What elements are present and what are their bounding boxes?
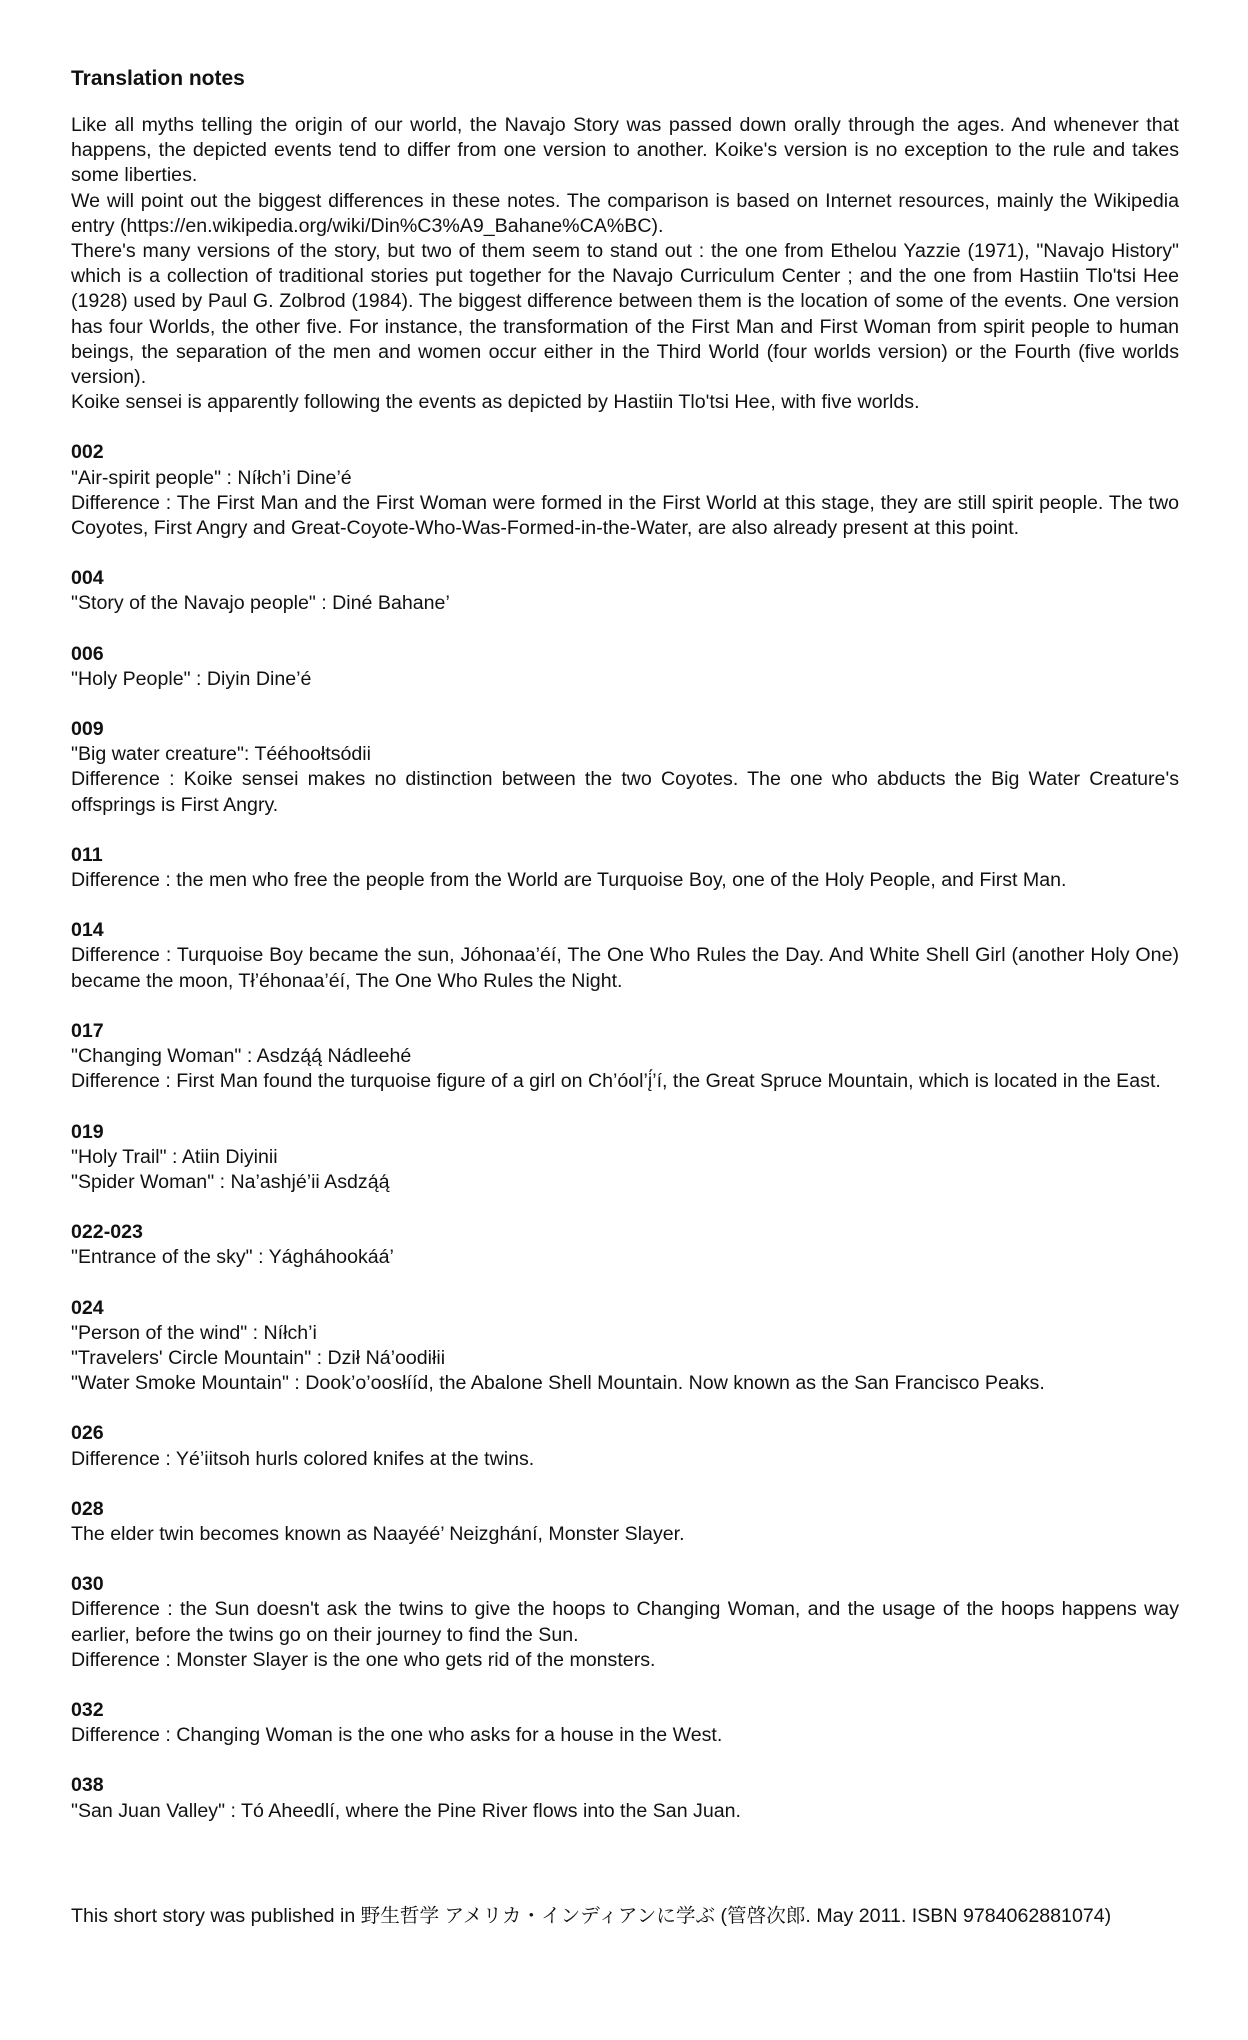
intro-paragraph: Like all myths telling the origin of our world, the Navajo Story was passed down orally through the ages. And whenever that happens, the depicted events tend to differ from one version to another. Koike's version is no exception to the rule and takes some liberties. bbox=[71, 114, 1179, 187]
note-section-022-023 bbox=[71, 1220, 1179, 1270]
page-number: 026 bbox=[71, 1422, 104, 1445]
page-number: 014 bbox=[71, 919, 104, 942]
note-line: Difference : Changing Woman is the one who asks for a house in the West. bbox=[71, 1724, 723, 1747]
note-section-038 bbox=[71, 1773, 1179, 1823]
page-number: 006 bbox=[71, 642, 104, 665]
note-line: "Entrance of the sky" : Yágháhookáá’ bbox=[71, 1246, 394, 1269]
note-line: "Person of the wind" : Níłch’i bbox=[71, 1321, 317, 1344]
note-line: "Holy Trail" : Atiin Diyinii bbox=[71, 1145, 278, 1168]
note-line: "Travelers' Circle Mountain" : Dził Ná’oodiłii bbox=[71, 1346, 446, 1369]
note-line: Difference : the Sun doesn't ask the twins to give the hoops to Changing Woman, and the usage of the hoops happens way earlier, before the twins go on their journey to find the Sun. bbox=[71, 1598, 1179, 1646]
note-line: Difference : First Man found the turquoise figure of a girl on Ch’óol’į́’í, the Great Spruce Mountain, which is located in the East. bbox=[71, 1070, 1161, 1093]
note-line: "Big water creature": Tééhoołtsódii bbox=[71, 743, 371, 766]
note-section-024 bbox=[71, 1296, 1179, 1397]
page-number: 022-023 bbox=[71, 1221, 143, 1244]
note-section-004 bbox=[71, 566, 1179, 616]
note-line: Difference : Turquoise Boy became the sun, Jóhonaa’éí, The One Who Rules the Day. And White Shell Girl (another Holy One) became the moon, Tł’éhonaa’éí, The One Who Rules the Night. bbox=[71, 944, 1179, 992]
intro-paragraph: Koike sensei is apparently following the events as depicted by Hastiin Tlo'tsi Hee, with five worlds. bbox=[71, 391, 920, 414]
note-line: Difference : Monster Slayer is the one who gets rid of the monsters. bbox=[71, 1648, 656, 1671]
page-number: 004 bbox=[71, 567, 104, 590]
intro-block bbox=[71, 113, 1179, 415]
note-section-009 bbox=[71, 717, 1179, 818]
note-section-030 bbox=[71, 1572, 1179, 1673]
note-section-014 bbox=[71, 918, 1179, 994]
note-section-028 bbox=[71, 1497, 1179, 1547]
intro-paragraph: There's many versions of the story, but two of them seem to stand out : the one from Ethelou Yazzie (1971), "Navajo History" which is a collection of traditional stories put together for the Navajo Curriculum Center ; and the one from Hastiin Tlo'tsi Hee (1928) used by Paul G. Zolbrod (1984). The biggest difference between them is the location of some of the events. One version has four Worlds, the other five. For instance, the transformation of the First Man and First Woman from spirit people to human beings, the separation of the men and women occur either in the Third World (four worlds version) or the Fourth (five worlds version). bbox=[71, 240, 1179, 389]
note-section-002 bbox=[71, 440, 1179, 541]
note-section-006 bbox=[71, 642, 1179, 692]
page-number: 009 bbox=[71, 718, 104, 741]
page-title: Translation notes bbox=[71, 67, 245, 90]
intro-paragraph: We will point out the biggest differences in these notes. The comparison is based on Internet resources, mainly the Wikipedia entry (https://en.wikipedia.org/wiki/Din%C3%A9_Bahane%CA%BC). bbox=[71, 189, 1179, 237]
page-number: 038 bbox=[71, 1774, 104, 1797]
page-number: 002 bbox=[71, 441, 104, 464]
note-section-026 bbox=[71, 1421, 1179, 1471]
page-number: 028 bbox=[71, 1497, 104, 1520]
note-line: "Spider Woman" : Na’ashjé’ii Asdzą́ą́ bbox=[71, 1170, 390, 1193]
note-line: Difference : The First Man and the First Woman were formed in the First World at this stage, they are still spirit people. The two Coyotes, First Angry and Great-Coyote-Who-Was-Formed-in-the-Water, are also already present at this point. bbox=[71, 491, 1179, 540]
note-line: Difference : Yé’iitsoh hurls colored knifes at the twins. bbox=[71, 1447, 535, 1470]
note-line: Difference : Koike sensei makes no distinction between the two Coyotes. The one who abducts the Big Water Creature's offsprings is First Angry. bbox=[71, 768, 1179, 816]
note-section-019 bbox=[71, 1120, 1179, 1196]
note-section-017 bbox=[71, 1019, 1179, 1095]
note-line: "Holy People" : Diyin Dine’é bbox=[71, 667, 312, 690]
note-line: "Water Smoke Mountain" : Dook’o’oosłííd, the Abalone Shell Mountain. Now known as the San Francisco Peaks. bbox=[71, 1372, 1045, 1395]
notes-page bbox=[71, 66, 1179, 1824]
note-line: "Story of the Navajo people" : Diné Bahane’ bbox=[71, 592, 450, 615]
page-number: 019 bbox=[71, 1120, 104, 1143]
note-line: "Changing Woman" : Asdzą́ą́ Nádleehé bbox=[71, 1045, 412, 1068]
page-number: 011 bbox=[71, 843, 103, 866]
note-section-032 bbox=[71, 1698, 1179, 1748]
note-section-011 bbox=[71, 843, 1179, 893]
note-line: "Air-spirit people" : Níłch’i Dine’é bbox=[71, 466, 352, 489]
publication-footer: This short story was published in 野生哲学 アメリカ・インディアンに学ぶ (管啓次郎. May 2011. ISBN 9784062881074) bbox=[71, 1905, 1112, 1927]
note-line: "San Juan Valley" : Tó Aheedlí, where the Pine River flows into the San Juan. bbox=[71, 1799, 741, 1822]
page-number: 030 bbox=[71, 1573, 104, 1596]
page-number: 024 bbox=[71, 1296, 104, 1319]
note-line: The elder twin becomes known as Naayéé’ Neizghání, Monster Slayer. bbox=[71, 1522, 685, 1545]
page-number: 032 bbox=[71, 1698, 104, 1721]
note-line: Difference : the men who free the people from the World are Turquoise Boy, one of the Holy People, and First Man. bbox=[71, 869, 1067, 892]
page-number: 017 bbox=[71, 1019, 104, 1042]
